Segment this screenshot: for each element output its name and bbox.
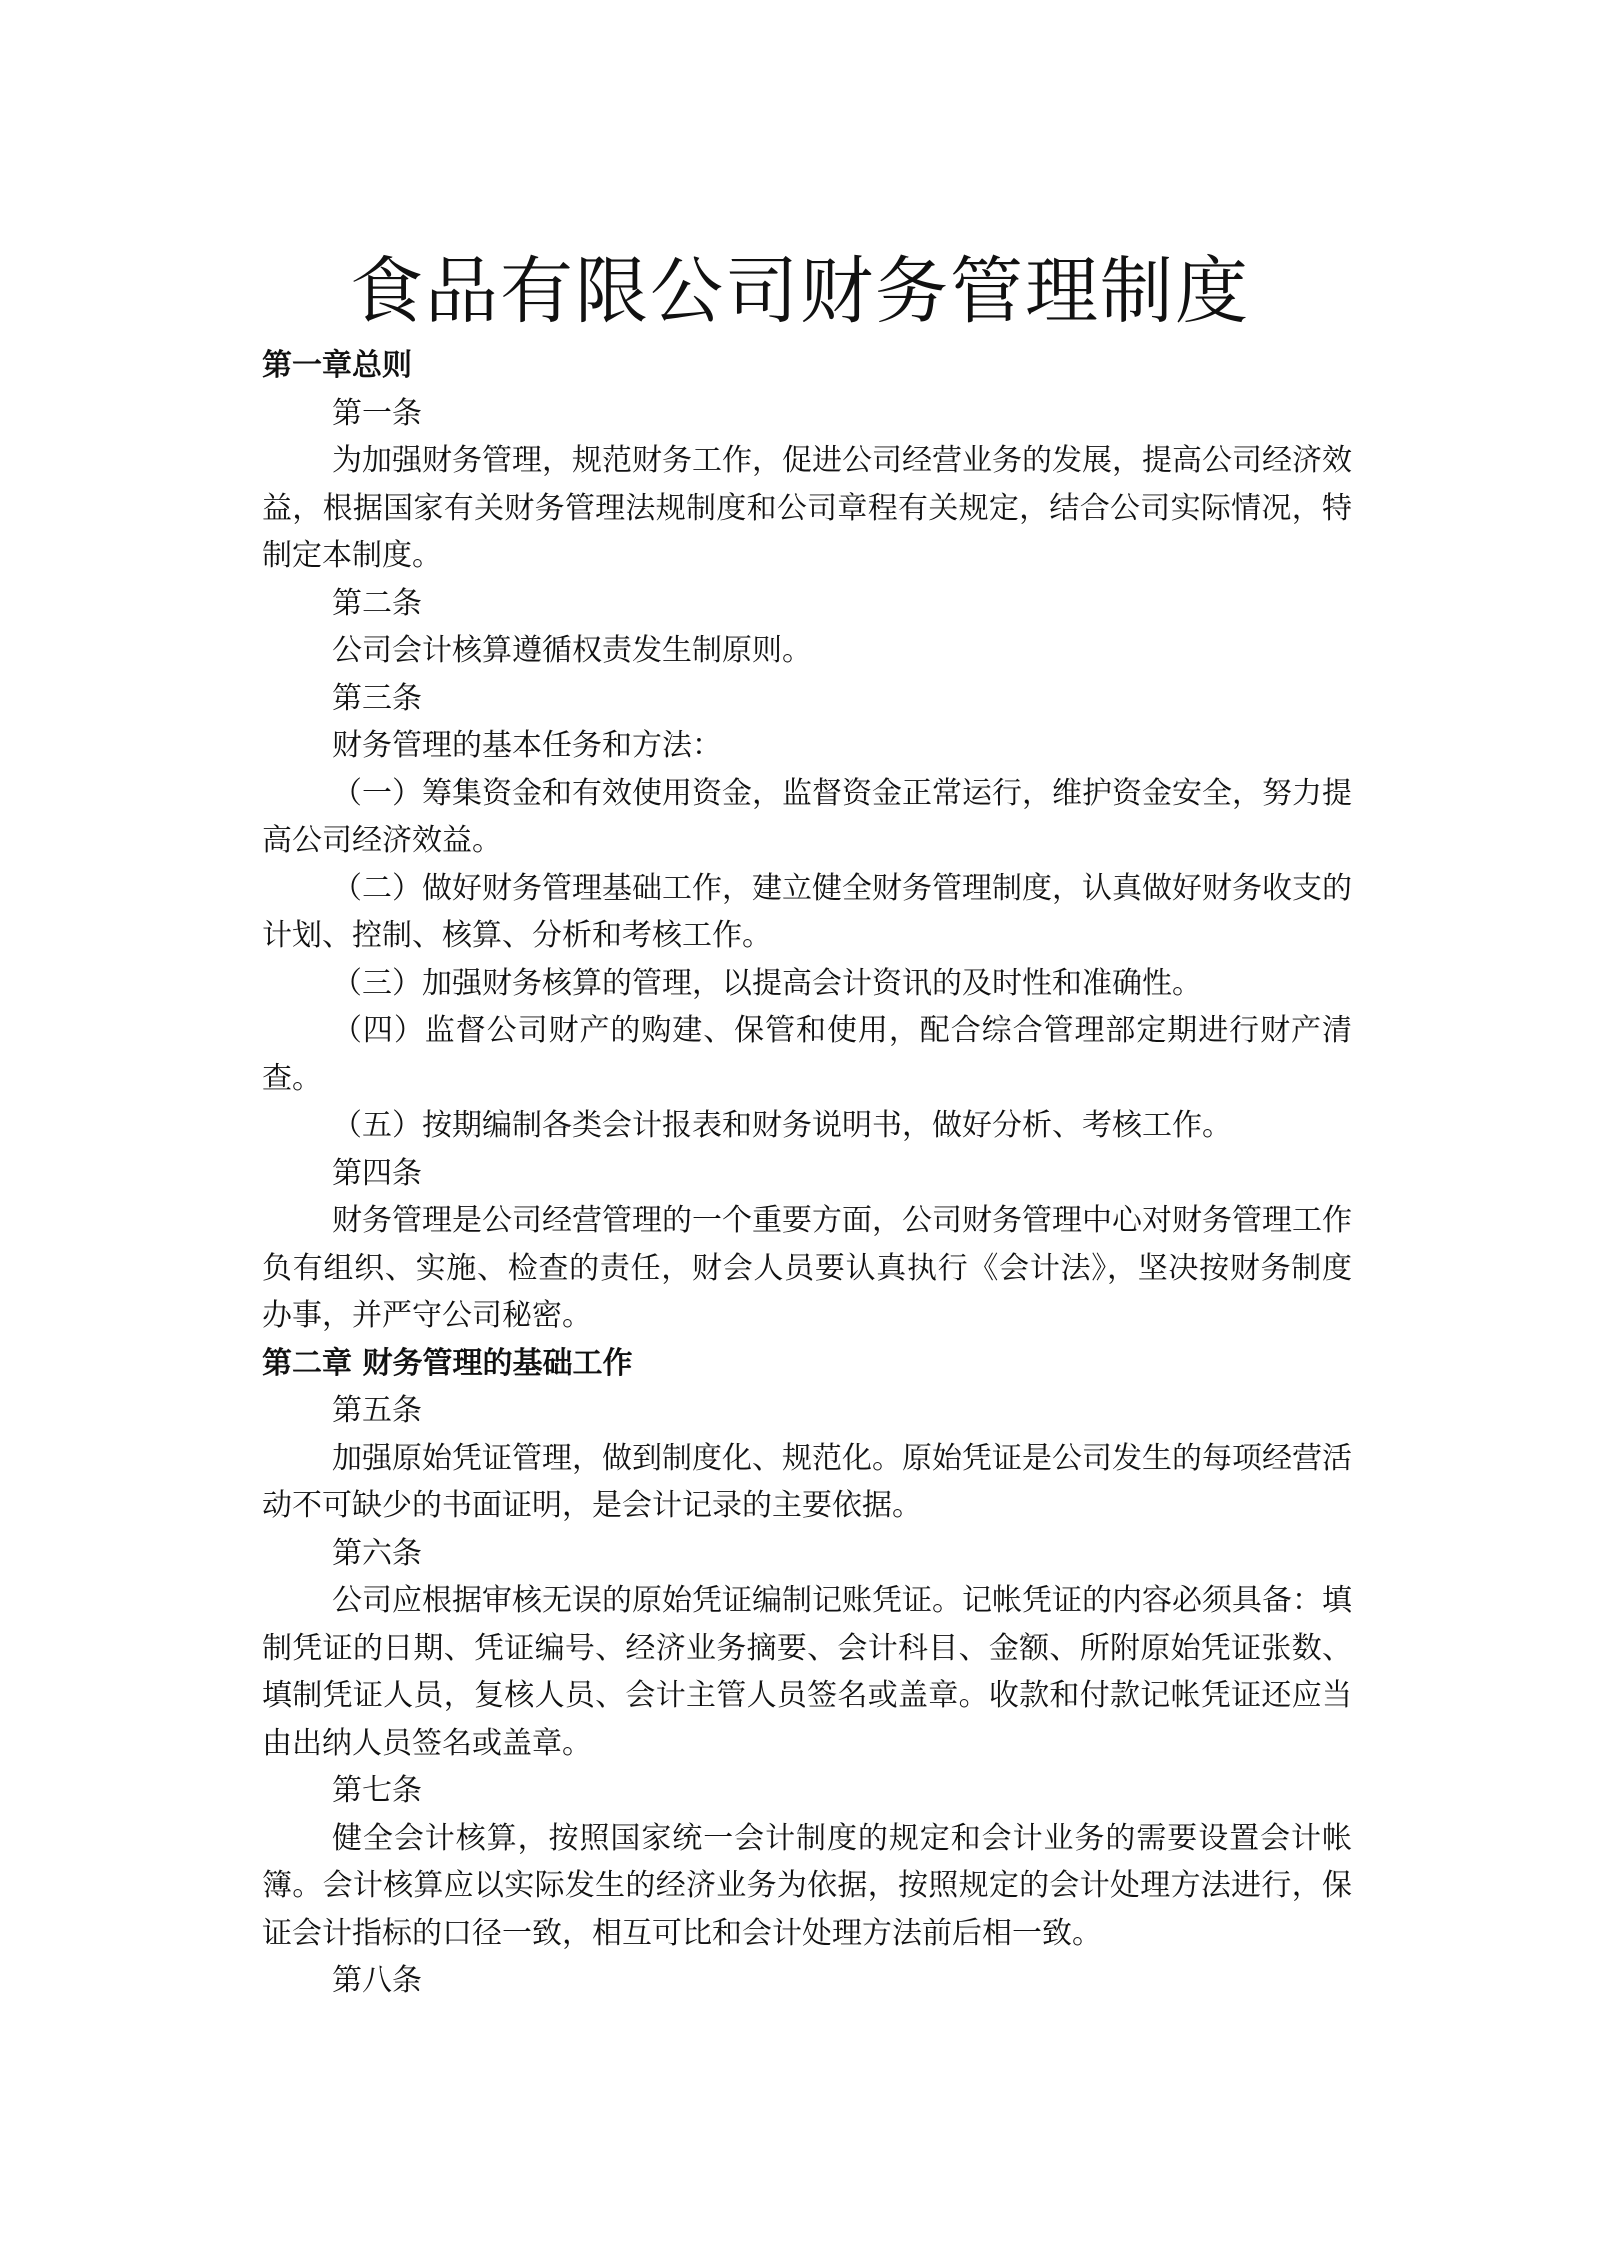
chapter-heading: 第一章总则 [262,348,412,383]
list-item: （五）按期编制各类会计报表和财务说明书，做好分析、考核工作。 [332,1108,1232,1143]
document-title: 食品有限公司财务管理制度 [350,249,1250,334]
list-item: （三）加强财务核算的管理，以提高会计资讯的及时性和准确性。 [332,965,1202,1001]
body-paragraph: 公司应根据审核无误的原始凭证编制记账凭证。记帐凭证的内容必须具备：填制凭证的日期、凭证编号、经济业务摘要、会计科目、金额、所附原始凭证张数、填制凭证人员，复核人员、会计主管人员签名或盖章。收款和付款记帐凭证还应当由出纳人员签名或盖章。 [262,1583,1352,1761]
body-paragraph: 加强原始凭证管理，做到制度化、规范化。原始凭证是公司发生的每项经营活动不可缺少的书面证明，是会计记录的主要依据。 [262,1440,1352,1523]
body-paragraph: 财务管理是公司经营管理的一个重要方面，公司财务管理中心对财务管理工作负有组织、实施、检查的责任，财会人员要认真执行《会计法》，坚决按财务制度办事，并严守公司秘密。 [262,1203,1352,1333]
chapter-heading: 第二章 财务管理的基础工作 [262,1345,633,1381]
body-paragraph: 公司会计核算遵循权责发生制原则。 [332,633,812,668]
document-body [262,342,1352,2005]
article-heading: 第七条 [332,1773,422,1808]
article-heading: 第八条 [332,1963,422,1998]
body-paragraph: 财务管理的基本任务和方法： [332,728,722,763]
list-item: （二）做好财务管理基础工作，建立健全财务管理制度，认真做好财务收支的计划、控制、核算、分析和考核工作。 [262,870,1352,953]
article-heading: 第六条 [332,1535,422,1571]
list-item: （一）筹集资金和有效使用资金，监督资金正常运行，维护资金安全，努力提高公司经济效益。 [262,775,1352,858]
article-heading: 第二条 [332,585,422,621]
body-paragraph: 为加强财务管理，规范财务工作，促进公司经营业务的发展，提高公司经济效益，根据国家有关财务管理法规制度和公司章程有关规定，结合公司实际情况，特制定本制度。 [262,443,1352,573]
article-heading: 第三条 [332,680,422,716]
body-paragraph: 健全会计核算，按照国家统一会计制度的规定和会计业务的需要设置会计帐簿。会计核算应以实际发生的经济业务为依据，按照规定的会计处理方法进行，保证会计指标的口径一致，相互可比和会计处理方法前后相一致。 [262,1820,1352,1951]
article-heading: 第四条 [332,1155,422,1191]
article-heading: 第五条 [332,1393,422,1428]
article-heading: 第一条 [332,395,422,431]
list-item: （四）监督公司财产的购建、保管和使用，配合综合管理部定期进行财产清查。 [262,1013,1352,1096]
